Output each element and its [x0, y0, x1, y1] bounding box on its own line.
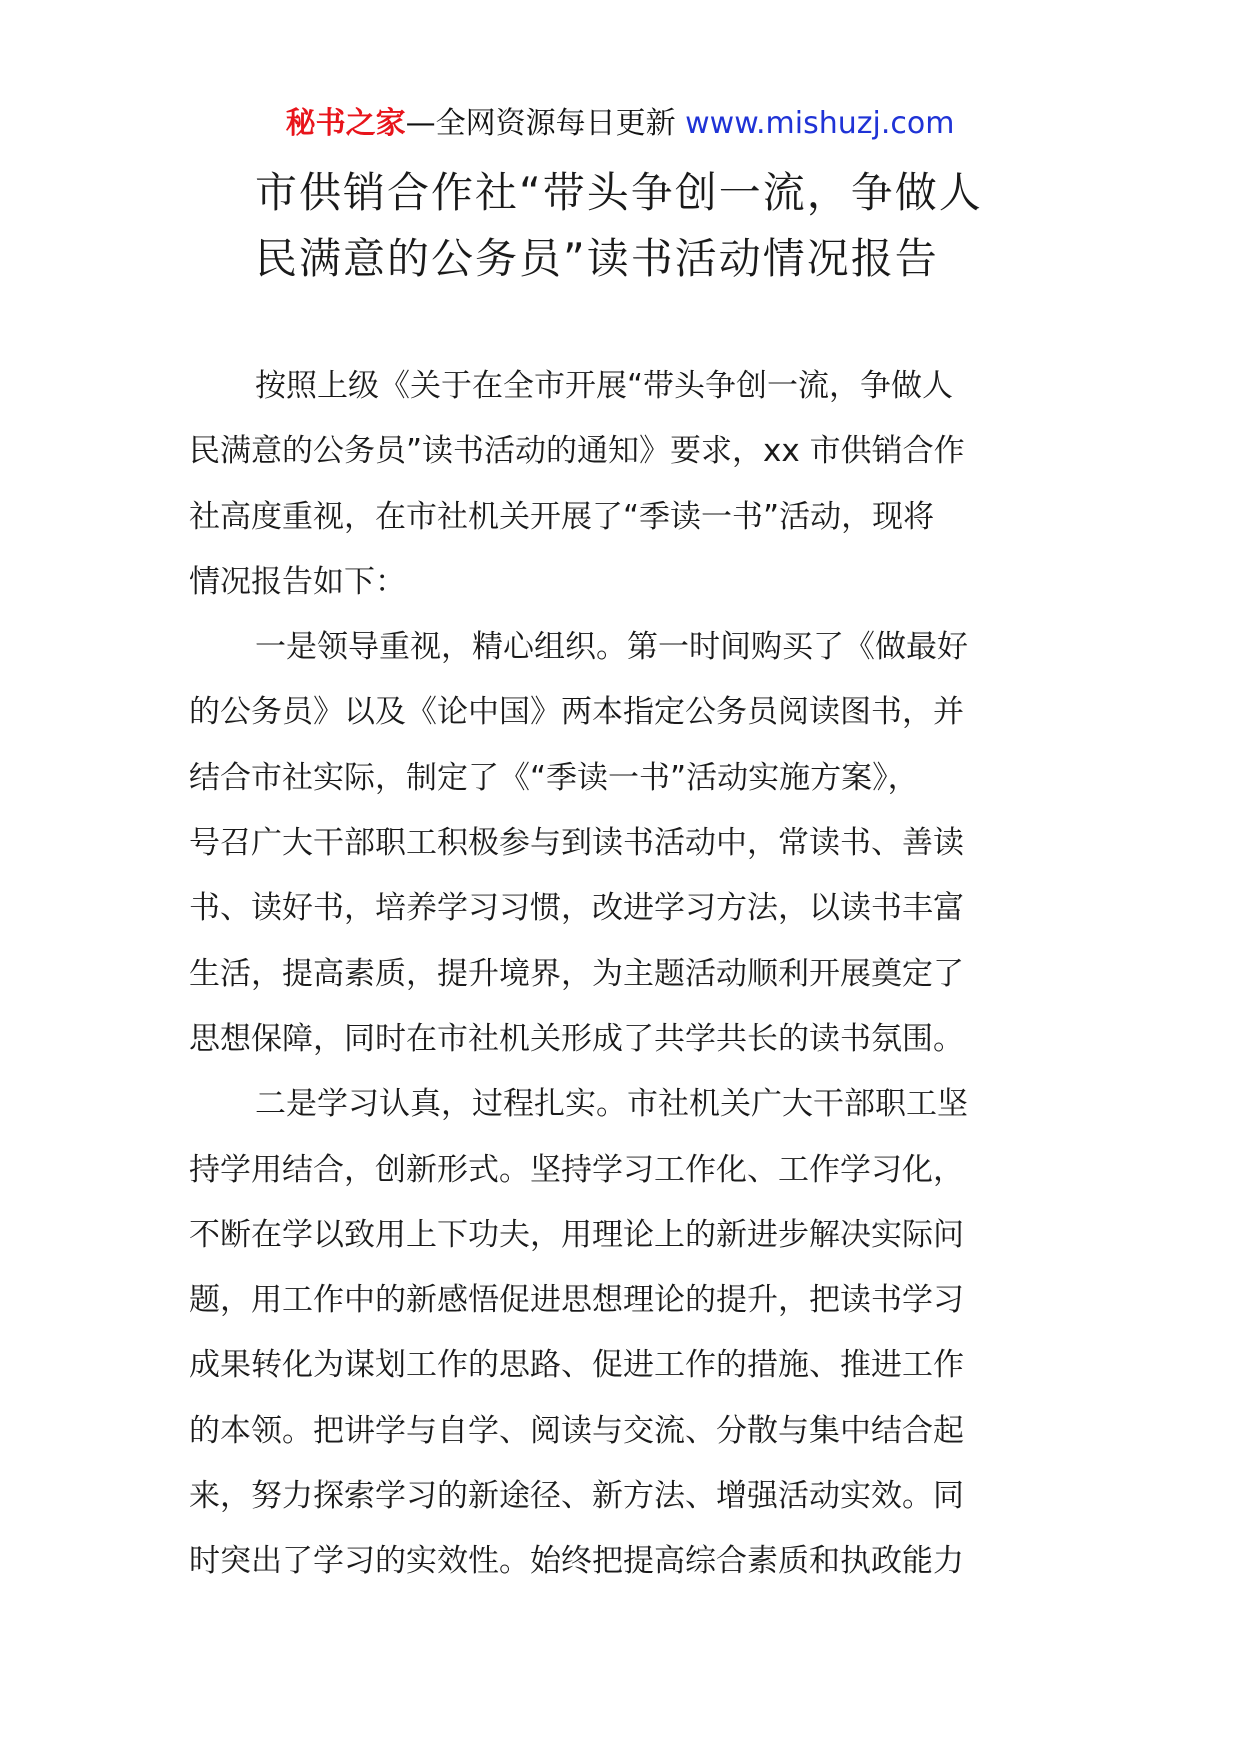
- paragraph-line: 的本领。把讲学与自学、阅读与交流、分散与集中结合起: [189, 1412, 964, 1449]
- paragraph-line: 成果转化为谋划工作的思路、促进工作的措施、推进工作: [189, 1347, 964, 1384]
- paragraph-line: 二是学习认真，过程扎实。市社机关广大干部职工坚: [255, 1086, 968, 1123]
- title-line: 民满意的公务员”读书活动情况报告: [255, 234, 939, 283]
- paragraph-line: 的公务员》以及《论中国》两本指定公务员阅读图书，并: [189, 694, 964, 731]
- header-tagline: —全网资源每日更新: [405, 106, 686, 141]
- paragraph-line: 思想保障，同时在市社机关形成了共学共长的读书氛围。: [189, 1020, 964, 1057]
- paragraph-line: 一是领导重视，精心组织。第一时间购买了《做最好: [255, 629, 968, 666]
- paragraph-line: 持学用结合，创新形式。坚持学习工作化、工作学习化，: [189, 1151, 964, 1188]
- paragraph-line: 题，用工作中的新感悟促进思想理论的提升，把读书学习: [189, 1282, 964, 1319]
- paragraph-line: 生活，提高素质，提升境界，为主题活动顺利开展奠定了: [189, 955, 964, 992]
- site-url[interactable]: www.mishuzj.com: [685, 106, 955, 141]
- paragraph-line: 号召广大干部职工积极参与到读书活动中，常读书、善读: [189, 825, 964, 862]
- site-header: [0, 104, 1240, 144]
- paragraph-line: 不断在学以致用上下功夫，用理论上的新进步解决实际问: [189, 1216, 964, 1253]
- paragraph-line: 时突出了学习的实效性。始终把提高综合素质和执政能力: [189, 1543, 964, 1580]
- paragraph-line: 结合市社实际，制定了《“季读一书”活动实施方案》，: [189, 759, 919, 796]
- paragraph-line: 社高度重视，在市社机关开展了“季读一书”活动，现将: [189, 498, 935, 535]
- paragraph-line: 来，努力探索学习的新途径、新方法、增强活动实效。同: [189, 1478, 964, 1515]
- document-title: [255, 160, 1045, 292]
- paragraph-line: 民满意的公务员”读书活动的通知》要求，xx 市供销合作: [189, 433, 965, 470]
- brand-name: 秘书之家: [285, 106, 406, 141]
- paragraph-line: 按照上级《关于在全市开展“带头争创一流，争做人: [255, 368, 954, 404]
- document-body: [189, 354, 1039, 1595]
- paragraph-line: 情况报告如下：: [189, 563, 406, 600]
- title-line: 市供销合作社“带头争创一流，争做人: [255, 168, 983, 217]
- paragraph-line: 书、读好书，培养学习习惯，改进学习方法，以读书丰富: [189, 890, 964, 927]
